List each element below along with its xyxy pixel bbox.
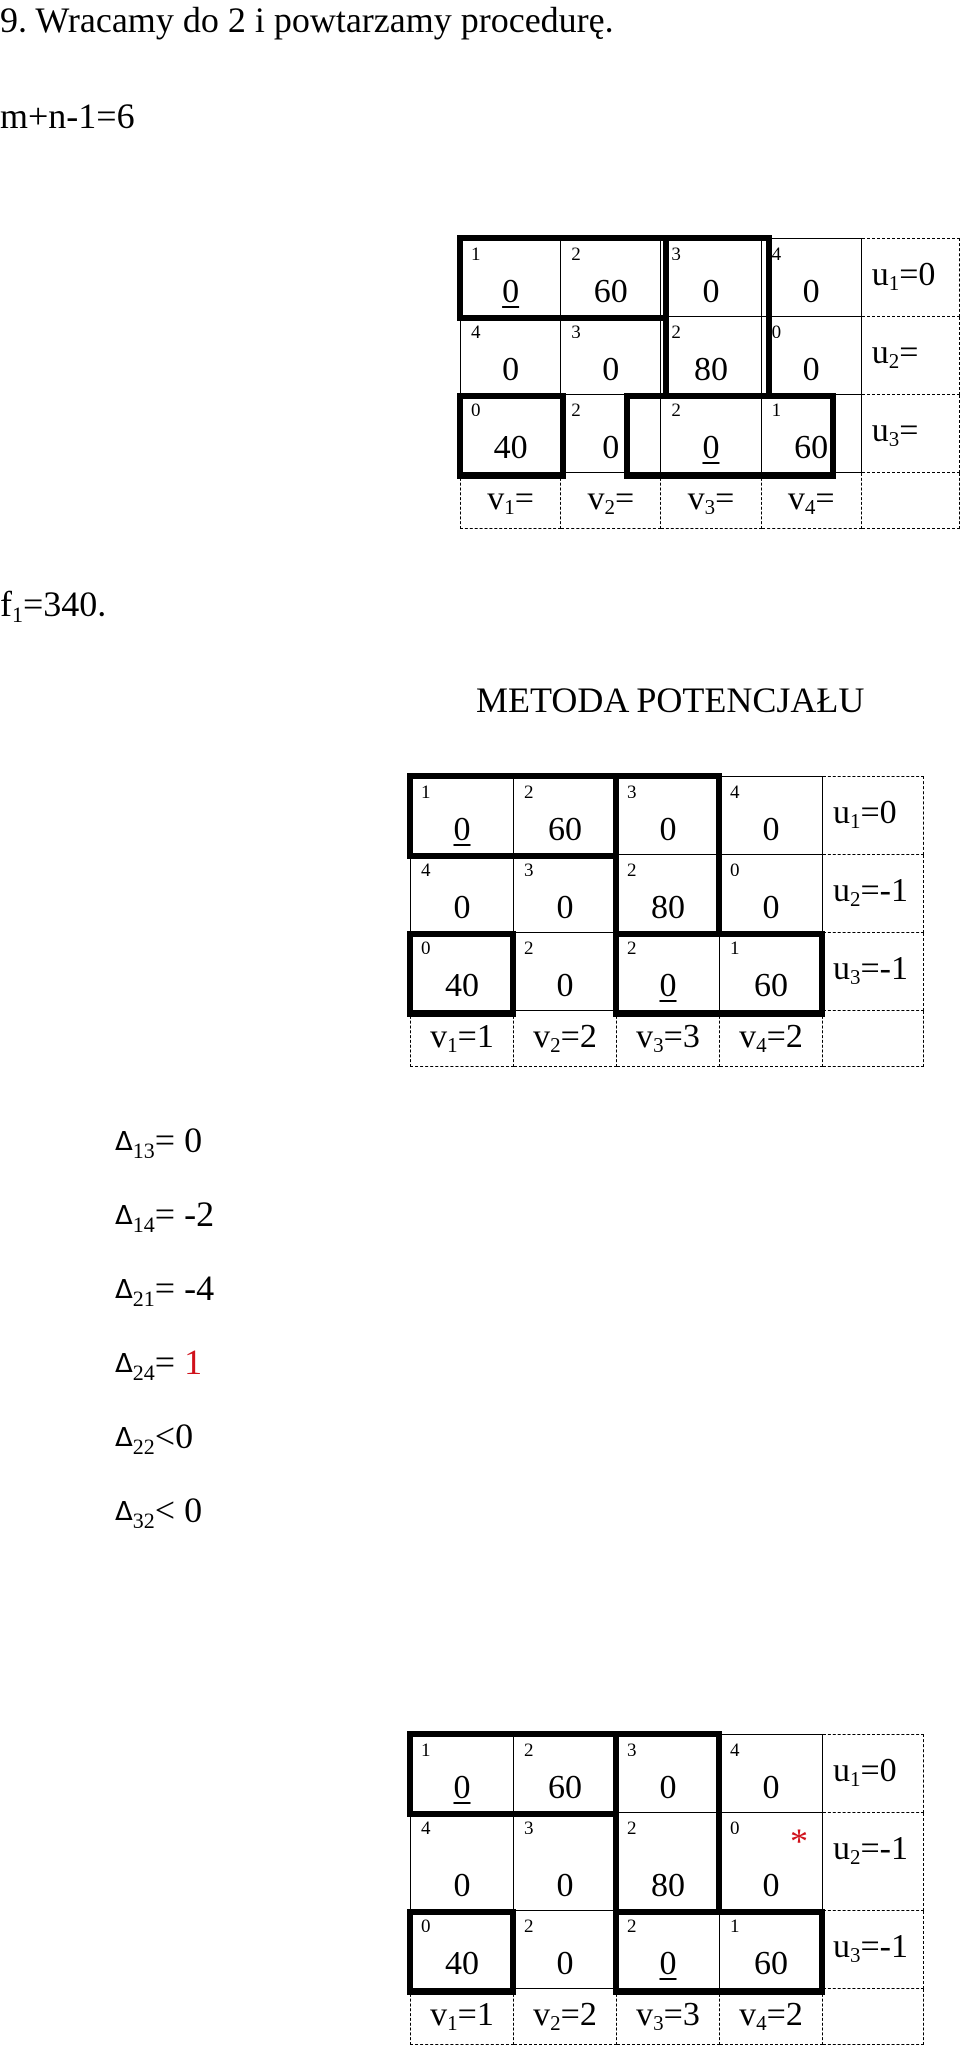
delta-24: $\Delta_{24}= 1$ [115, 1342, 203, 1385]
shipment-amount: 0 [702, 273, 720, 310]
cell-1-3 [617, 1735, 720, 1813]
cell-2-3 [617, 855, 720, 933]
shipment-amount: 0 [556, 1867, 574, 1904]
potential-u1 [823, 1735, 924, 1813]
unit-cost: 2 [571, 400, 581, 421]
unit-cost: 1 [730, 938, 740, 959]
v-index: 4 [756, 2011, 767, 2035]
entering-cell-marker: * [790, 1821, 808, 1861]
shipment-amount: 60 [794, 429, 829, 466]
v-value: =1 [457, 1018, 494, 1055]
u-index: 2 [850, 1845, 861, 1869]
shipment-amount: 0 [556, 1945, 574, 1982]
method-title: METODA POTENCJAŁU [476, 680, 865, 720]
unit-cost: 3 [627, 1740, 637, 1761]
cell-1-1 [411, 777, 514, 855]
delta-21: $\Delta_{21}= -4$ [115, 1268, 215, 1311]
v-index: 1 [504, 495, 515, 519]
potential-v3: $v_3=3$ [617, 1989, 720, 2045]
cell-3-1 [461, 395, 561, 473]
shipment-amount: 60 [593, 273, 628, 310]
cell-2-4 [720, 855, 823, 933]
unit-cost: 1 [771, 400, 782, 421]
cell-2-1 [411, 1813, 514, 1911]
shipment-amount: 0 [502, 351, 520, 388]
potential-v3: $v_3=$ [661, 473, 761, 529]
potential-v3: $v_3=3$ [617, 1011, 720, 1067]
u-symbol: u [833, 1752, 850, 1789]
corner-cell [861, 473, 959, 529]
u-index: 1 [850, 1767, 861, 1791]
unit-cost: 3 [524, 1818, 534, 1839]
cell-3-3 [617, 1911, 720, 1989]
shipment-amount: 60 [754, 967, 788, 1004]
v-index: 1 [447, 2011, 458, 2035]
cell-3-2 [514, 933, 617, 1011]
potential-v-row [411, 1989, 924, 2045]
shipment-amount: 0 [453, 1867, 471, 1904]
potential-u2 [823, 1813, 924, 1911]
u-index: 3 [888, 427, 900, 451]
shipment-amount: 40 [445, 1945, 479, 1982]
corner-cell [823, 1989, 924, 2045]
v-index: 2 [550, 2011, 561, 2035]
shipment-amount: 0 [602, 429, 620, 466]
unit-cost: 0 [771, 322, 782, 343]
unit-cost: 2 [524, 1916, 534, 1937]
unit-cost: 0 [730, 860, 740, 881]
potential-u1 [861, 239, 959, 317]
unit-cost: 2 [627, 860, 637, 881]
cell-1-1 [411, 1735, 514, 1813]
unit-cost: 2 [524, 782, 534, 803]
shipment-amount: 0 [802, 351, 820, 388]
cell-1-3 [661, 239, 761, 317]
shipment-amount: 60 [548, 1769, 582, 1806]
u-value: =0 [860, 794, 897, 831]
shipment-amount: 0 [762, 1769, 780, 1806]
shipment-amount: 0 [762, 1867, 780, 1904]
unit-cost: 4 [421, 1818, 431, 1839]
condition-text: m+n-1=6 [0, 96, 135, 136]
step-heading: 9. Wracamy do 2 i powtarzamy procedurę. [0, 0, 614, 40]
cell-3-3 [617, 933, 720, 1011]
v-value: =3 [663, 1996, 700, 2033]
potential-u1 [823, 777, 924, 855]
cell-2-4 [720, 1813, 823, 1911]
unit-cost: 4 [471, 322, 481, 343]
cell-3-2 [514, 1911, 617, 1989]
unit-cost: 3 [671, 244, 681, 265]
shipment-amount: 40 [445, 967, 479, 1004]
unit-cost: 1 [730, 1916, 740, 1937]
unit-cost: 2 [627, 1916, 637, 1937]
unit-cost: 2 [627, 1818, 637, 1839]
potential-u2 [861, 317, 959, 395]
unit-cost: 3 [627, 782, 637, 803]
shipment-amount: 0 [453, 1769, 471, 1806]
shipment-amount: 0 [762, 889, 780, 926]
v-value: =2 [766, 1996, 803, 2033]
potential-v4: $v_4=$ [761, 473, 861, 529]
shipment-amount: 0 [659, 1769, 677, 1806]
cell-1-3 [617, 777, 720, 855]
shipment-amount: 0 [702, 429, 720, 466]
unit-cost: 2 [671, 400, 681, 421]
v-value: = [514, 480, 534, 517]
v-index: 3 [653, 2011, 664, 2035]
cell-2-3 [617, 1813, 720, 1911]
delta-32: $\Delta_{32}< 0$ [115, 1490, 203, 1533]
shipment-amount: 0 [762, 811, 780, 848]
unit-cost: 2 [627, 938, 637, 959]
shipment-amount: 60 [754, 1945, 788, 1982]
u-index: 2 [888, 349, 900, 373]
unit-cost: 1 [421, 1740, 431, 1761]
cell-2-1 [411, 855, 514, 933]
cell-1-4 [720, 1735, 823, 1813]
unit-cost: 1 [471, 244, 481, 265]
cell-1-2 [514, 777, 617, 855]
table-row [411, 1911, 924, 1989]
potential-u3 [823, 933, 924, 1011]
potential-v2: $v_2=2$ [514, 1989, 617, 2045]
shipment-amount: 0 [453, 889, 471, 926]
u-symbol: u [833, 950, 850, 987]
potential-v-row [461, 473, 960, 529]
cell-3-4 [761, 395, 861, 473]
shipment-amount: 40 [493, 429, 528, 466]
potential-v4: $v_4=2$ [720, 1989, 823, 2045]
cell-3-3 [661, 395, 761, 473]
cell-3-4 [720, 1911, 823, 1989]
shipment-amount: 0 [453, 811, 471, 848]
cell-1-4 [720, 777, 823, 855]
delta-22: $\Delta_{22}<0$ [115, 1416, 194, 1459]
cell-1-2 [561, 239, 661, 317]
unit-cost: 3 [524, 860, 534, 881]
v-index: 1 [447, 1033, 458, 1057]
u-value: = [899, 334, 919, 371]
u-symbol: u [871, 334, 889, 371]
shipment-amount: 80 [651, 1867, 685, 1904]
shipment-amount: 0 [659, 1945, 677, 1982]
potential-v4: $v_4=2$ [720, 1011, 823, 1067]
corner-cell [823, 1011, 924, 1067]
unit-cost: 3 [571, 322, 581, 343]
unit-cost: 4 [771, 244, 782, 265]
unit-cost: 2 [524, 1740, 534, 1761]
unit-cost: 4 [421, 860, 431, 881]
potential-u3 [823, 1911, 924, 1989]
table-row [411, 933, 924, 1011]
u-symbol: u [833, 794, 850, 831]
potential-v1: $v_1=$ [461, 473, 561, 529]
cell-1-1 [461, 239, 561, 317]
cell-3-4 [720, 933, 823, 1011]
u-symbol: u [833, 872, 850, 909]
unit-cost: 0 [730, 1818, 740, 1839]
cell-2-2 [514, 1813, 617, 1911]
unit-cost: 4 [730, 1740, 740, 1761]
u-symbol: u [871, 412, 889, 449]
potential-v1: $v_1=1$ [411, 1989, 514, 2045]
shipment-amount: 80 [651, 889, 685, 926]
u-value: =-1 [860, 1830, 908, 1867]
unit-cost: 1 [421, 782, 431, 803]
unit-cost: 0 [421, 1916, 431, 1937]
unit-cost: 0 [421, 938, 431, 959]
u-symbol: u [833, 1928, 850, 1965]
table-row [461, 317, 960, 395]
u-value: =-1 [860, 1928, 908, 1965]
shipment-amount: 0 [602, 351, 620, 388]
u-value: = [899, 412, 919, 449]
u-symbol: u [871, 256, 889, 293]
u-index: 3 [850, 1943, 861, 1967]
potential-u3 [861, 395, 959, 473]
table-row [411, 855, 924, 933]
u-value: =0 [860, 1752, 897, 1789]
unit-cost: 4 [730, 782, 740, 803]
v-index: 2 [550, 1033, 561, 1057]
shipment-amount: 0 [502, 273, 520, 310]
shipment-amount: 80 [693, 351, 728, 388]
table-row [411, 1735, 924, 1813]
shipment-amount: 0 [802, 273, 820, 310]
cell-2-3 [661, 317, 761, 395]
delta-13: $\Delta_{13}= 0$ [115, 1120, 203, 1163]
potential-v2: $v_2=$ [561, 473, 661, 529]
cell-2-2 [514, 855, 617, 933]
u-value: =-1 [860, 950, 908, 987]
delta-14: $\Delta_{14}= -2$ [115, 1194, 215, 1237]
v-value: =3 [663, 1018, 700, 1055]
shipment-amount: 60 [548, 811, 582, 848]
u-index: 2 [850, 887, 861, 911]
potential-v-row [411, 1011, 924, 1067]
u-index: 1 [888, 271, 900, 295]
cell-2-2 [561, 317, 661, 395]
potential-v2: $v_2=2$ [514, 1011, 617, 1067]
v-index: 2 [604, 495, 615, 519]
u-index: 3 [850, 965, 861, 989]
unit-cost: 2 [671, 322, 681, 343]
v-index: 3 [653, 1033, 664, 1057]
v-value: = [614, 480, 635, 517]
shipment-amount: 0 [659, 811, 677, 848]
u-index: 1 [850, 809, 861, 833]
u-value: =-1 [860, 872, 908, 909]
cell-1-2 [514, 1735, 617, 1813]
cell-2-1 [461, 317, 561, 395]
unit-cost: 0 [471, 400, 481, 421]
cell-1-4 [761, 239, 861, 317]
table-row [461, 395, 960, 473]
table-row [461, 239, 960, 317]
unit-cost: 2 [524, 938, 534, 959]
cell-3-2 [561, 395, 661, 473]
shipment-amount: 0 [556, 967, 574, 1004]
v-value: =2 [560, 1018, 597, 1055]
v-value: =1 [457, 1996, 494, 2033]
v-value: = [715, 480, 735, 517]
shipment-amount: 0 [659, 967, 677, 1004]
shipment-amount: 0 [556, 889, 574, 926]
v-index: 3 [704, 495, 716, 519]
v-value: = [815, 480, 835, 517]
v-index: 4 [804, 495, 816, 519]
cell-3-1 [411, 1911, 514, 1989]
table-row [411, 1813, 924, 1911]
u-value: =0 [899, 256, 936, 293]
u-symbol: u [833, 1830, 850, 1867]
potential-v1: $v_1=1$ [411, 1011, 514, 1067]
cell-2-4 [761, 317, 861, 395]
v-index: 4 [756, 1033, 767, 1057]
objective-value: $f_1=340$. [0, 584, 107, 627]
table-row [411, 777, 924, 855]
v-value: =2 [560, 1996, 597, 2033]
potential-u2 [823, 855, 924, 933]
v-value: =2 [766, 1018, 803, 1055]
unit-cost: 2 [571, 244, 581, 265]
cell-3-1 [411, 933, 514, 1011]
